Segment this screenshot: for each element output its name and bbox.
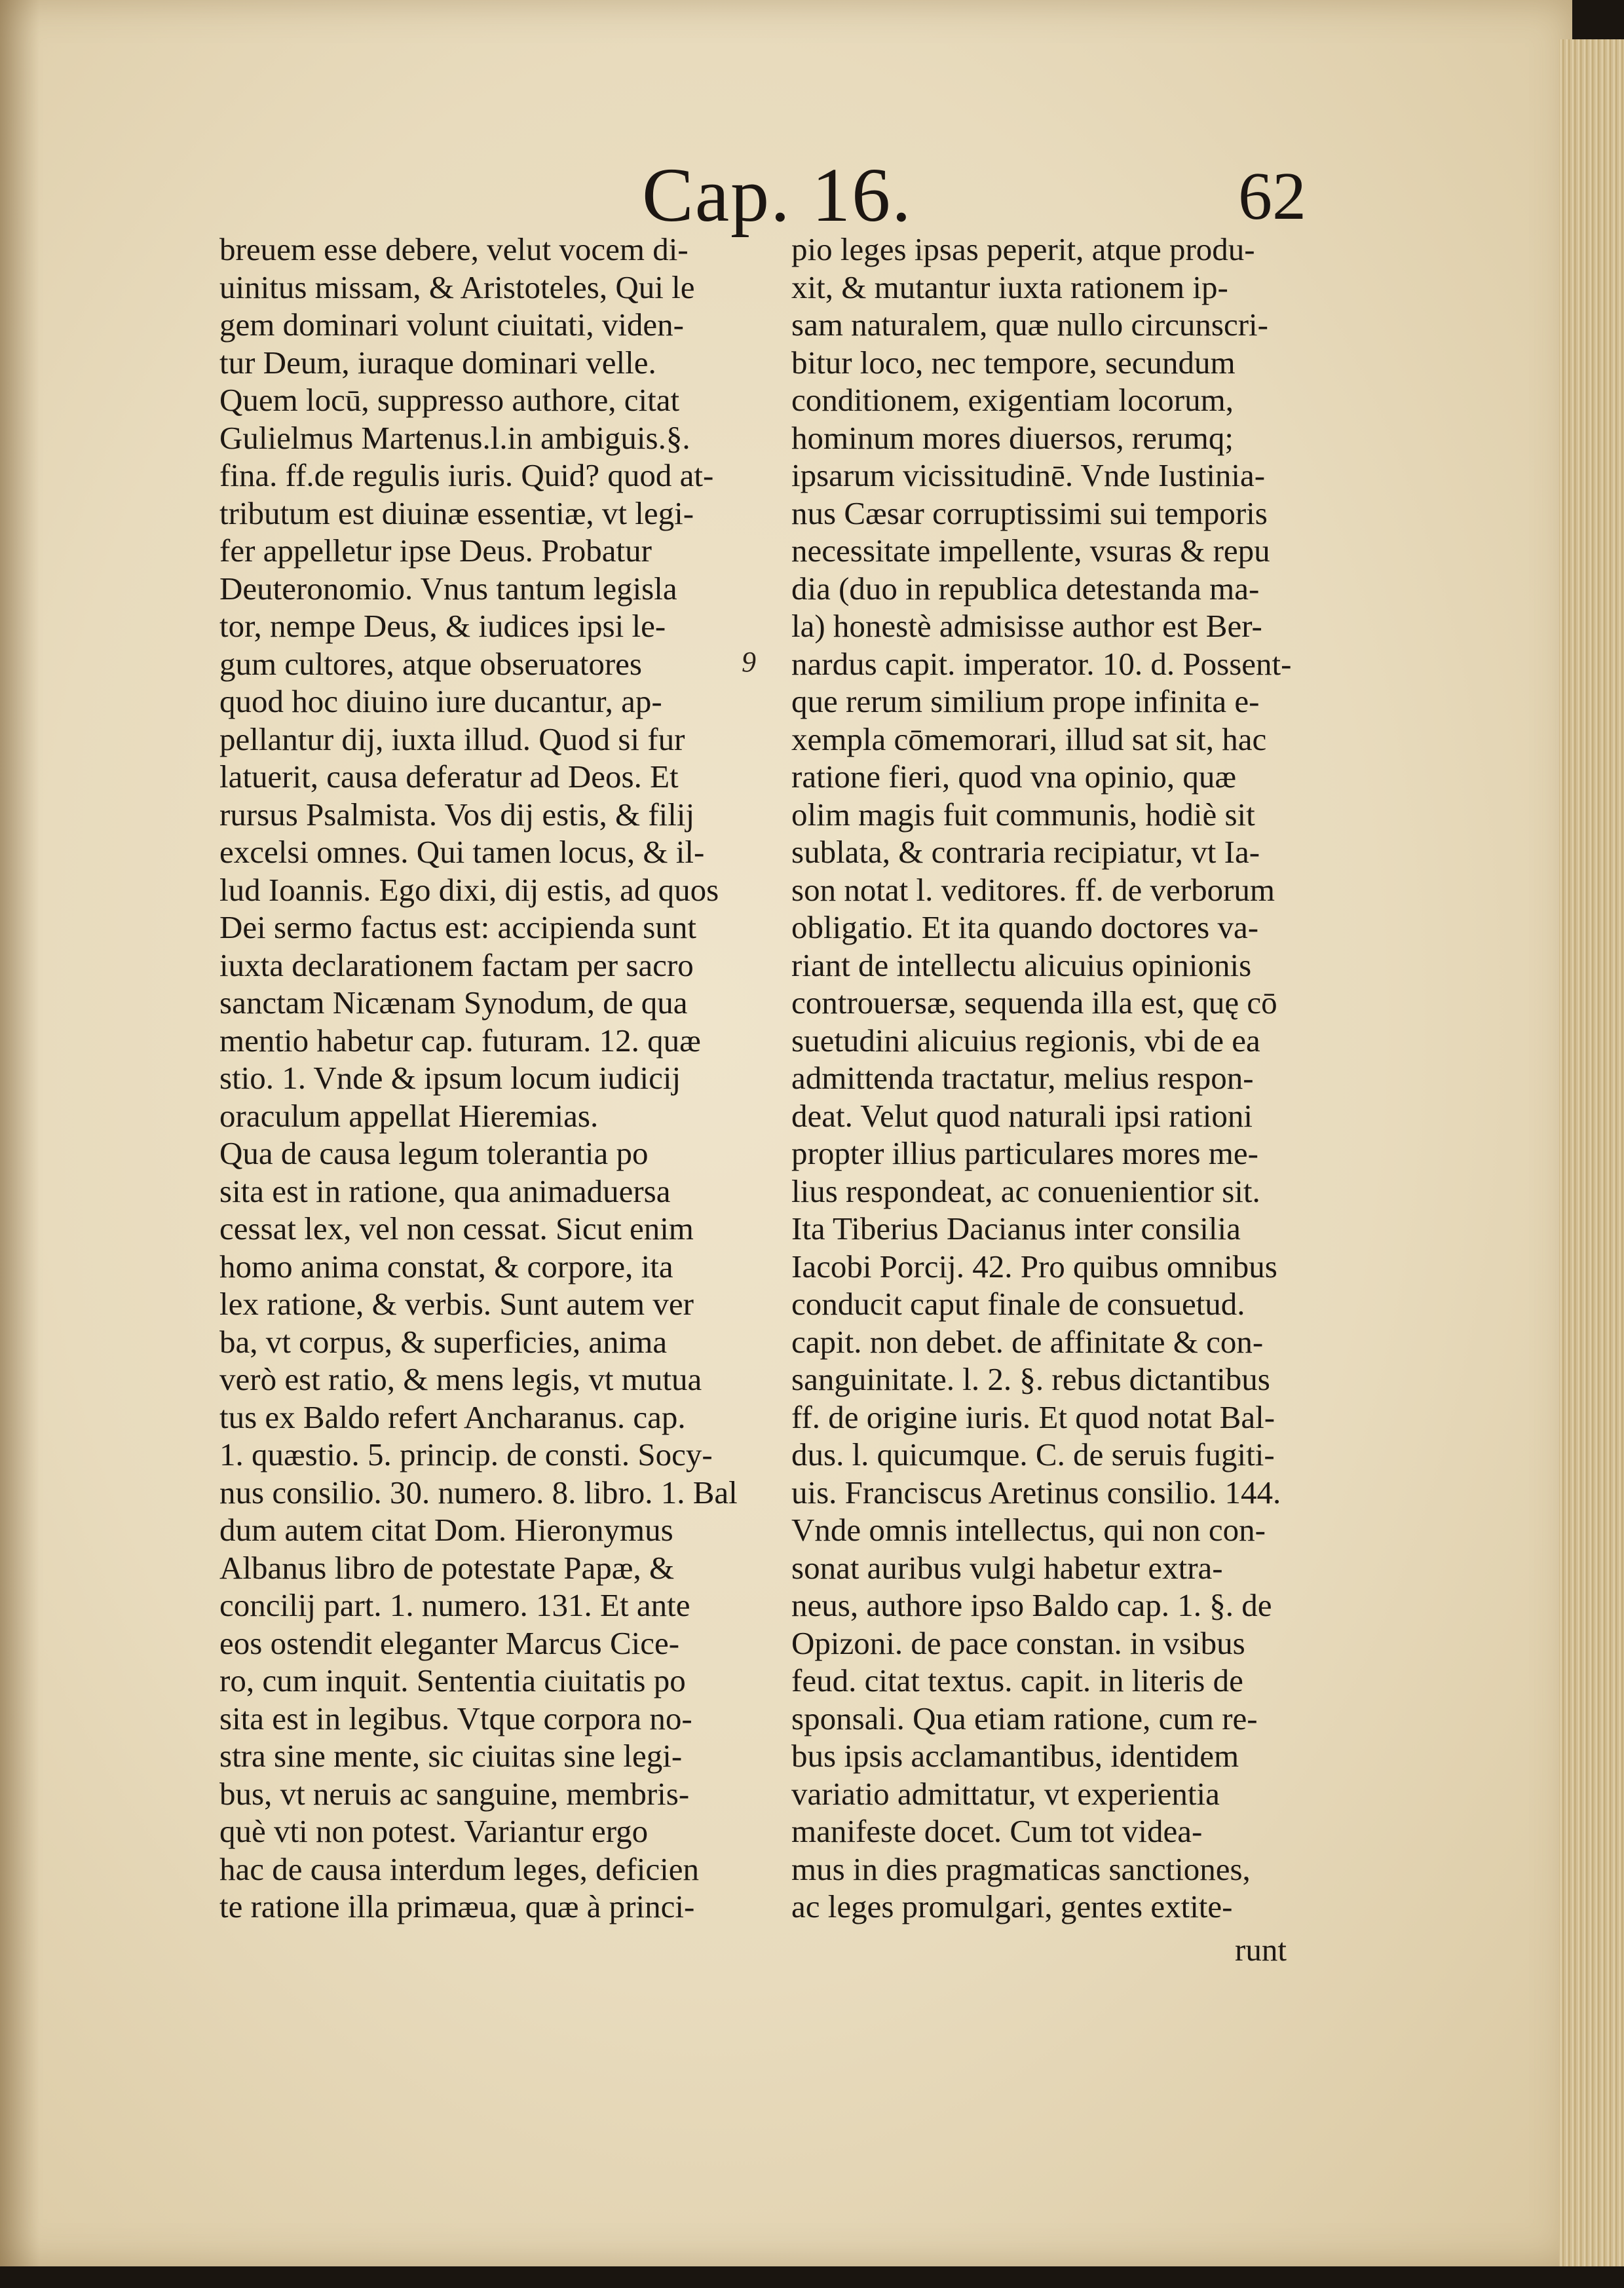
text-line: 1. quæstio. 5. princip. de consti. Socy-: [219, 1436, 713, 1472]
text-line: nardus capit. imperator. 10. d. Possent-: [791, 645, 1292, 682]
text-line: bus ipsis acclamantibus, identidem: [791, 1738, 1239, 1774]
text-line: cessat lex, vel non cessat. Sicut enim: [219, 1210, 694, 1247]
text-line: deat. Velut quod naturali ipsi rationi: [791, 1097, 1253, 1134]
text-line: sita est in legibus. Vtque corpora no-: [219, 1700, 692, 1736]
text-line: oraculum appellat Hieremias.: [219, 1097, 599, 1134]
text-line: lius respondeat, ac conuenientior sit.: [791, 1172, 1260, 1209]
text-line: ba, vt corpus, & superficies, anima: [219, 1323, 668, 1360]
text-line: xempla cōmemorari, illud sat sit, hac: [791, 721, 1267, 757]
text-line: capit. non debet. de affinitate & con-: [791, 1323, 1264, 1360]
text-line: la) honestè admisisse author est Ber-: [791, 608, 1262, 644]
text-line: necessitate impellente, vsuras & repu: [791, 533, 1270, 569]
text-line: concilij part. 1. numero. 131. Et ante: [219, 1587, 690, 1623]
catchword: runt: [1235, 1932, 1287, 1968]
text-line: dum autem citat Dom. Hieronymus: [219, 1512, 673, 1548]
text-line: pio leges ipsas peperit, atque produ-: [791, 231, 1255, 267]
text-line: Albanus libro de potestate Papæ, &: [219, 1549, 675, 1586]
text-line: hominum mores diuersos, rerumq;: [791, 419, 1234, 456]
text-line: son notat l. veditores. ff. de verborum: [791, 871, 1275, 908]
text-line: Quem locū, suppresso authore, citat: [219, 382, 680, 418]
text-line: sonat auribus vulgi habetur extra-: [791, 1549, 1223, 1586]
text-line: què vti non potest. Variantur ergo: [219, 1813, 649, 1849]
text-line: latuerit, causa deferatur ad Deos. Et: [219, 759, 679, 795]
page-number: 62: [1238, 159, 1306, 234]
text-line: conditionem, exigentiam locorum,: [791, 382, 1234, 418]
text-line: admittenda tractatur, melius respon-: [791, 1060, 1254, 1096]
text-line: suetudini alicuius regionis, vbi de ea: [791, 1022, 1260, 1059]
text-line: feud. citat textus. capit. in literis de: [791, 1662, 1243, 1698]
left-text-column: [219, 231, 757, 1926]
text-line: Deuteronomio. Vnus tantum legisla: [219, 570, 677, 607]
text-line: riant de intellectu alicuius opinionis: [791, 947, 1252, 983]
text-line: excelsi omnes. Qui tamen locus, & il-: [219, 834, 705, 870]
text-line: Iacobi Porcij. 42. Pro quibus omnibus: [791, 1248, 1277, 1285]
page-edges: [1559, 39, 1624, 2266]
text-line: bus, vt neruis ac sanguine, membris-: [219, 1775, 690, 1812]
text-line: sublata, & contraria recipiatur, vt Ia-: [791, 834, 1260, 870]
text-line: controuersæ, sequenda illa est, quę cō: [791, 985, 1277, 1021]
text-line: nus Cæsar corruptissimi sui temporis: [791, 495, 1268, 531]
text-line: obligatio. Et ita quando doctores va-: [791, 909, 1259, 945]
text-line: dia (duo in republica detestanda ma-: [791, 570, 1260, 607]
text-line: homo anima constat, & corpore, ita: [219, 1248, 673, 1285]
text-line: breuem esse debere, velut vocem di-: [219, 231, 689, 267]
text-line: ro, cum inquit. Sententia ciuitatis po: [219, 1662, 686, 1698]
text-line: tur Deum, iuraque dominari velle.: [219, 344, 656, 381]
text-line: eos ostendit eleganter Marcus Cice-: [219, 1624, 680, 1661]
text-line: lud Ioannis. Ego dixi, dij estis, ad quos: [219, 871, 719, 908]
text-line: mus in dies pragmaticas sanctiones,: [791, 1850, 1251, 1887]
text-line: Opizoni. de pace constan. in vsibus: [791, 1624, 1245, 1661]
text-line: stio. 1. Vnde & ipsum locum iudicij: [219, 1060, 681, 1096]
text-line: ff. de origine iuris. Et quod notat Bal-: [791, 1398, 1275, 1435]
text-line: verò est ratio, & mens legis, vt mutua: [219, 1361, 702, 1397]
text-line: que rerum similium prope infinita e-: [791, 683, 1260, 719]
text-line: neus, authore ipso Baldo cap. 1. §. de: [791, 1587, 1272, 1623]
text-line: Dei sermo factus est: accipienda sunt: [219, 909, 696, 945]
text-line: Vnde omnis intellectus, qui non con-: [791, 1512, 1266, 1548]
text-line: stra sine mente, sic ciuitas sine legi-: [219, 1738, 683, 1774]
text-line: conducit caput finale de consuetud.: [791, 1286, 1245, 1322]
text-line: pellantur dij, iuxta illud. Quod si fur: [219, 721, 685, 757]
text-line: Ita Tiberius Dacianus inter consilia: [791, 1210, 1241, 1247]
text-line: ipsarum vicissitudinē. Vnde Iustinia-: [791, 457, 1266, 493]
text-line: hac de causa interdum leges, deficien: [219, 1850, 699, 1887]
text-line: propter illius particulares mores me-: [791, 1135, 1258, 1171]
text-line: fer appelletur ipse Deus. Probatur: [219, 533, 652, 569]
text-line: iuxta declarationem factam per sacro: [219, 947, 694, 983]
chapter-heading: Cap. 16.: [642, 152, 913, 238]
text-line: bitur loco, nec tempore, secundum: [791, 344, 1236, 381]
text-line: sponsali. Qua etiam ratione, cum re-: [791, 1700, 1258, 1736]
text-line: gem dominari volunt ciuitati, viden-: [219, 307, 684, 343]
text-line: uinitus missam, & Aristoteles, Qui le: [219, 269, 695, 305]
text-line: tributum est diuinæ essentiæ, vt legi-: [219, 495, 694, 531]
text-line: rursus Psalmista. Vos dij estis, & filij: [219, 796, 695, 833]
text-line: sanctam Nicænam Synodum, de qua: [219, 985, 688, 1021]
text-line: lex ratione, & verbis. Sunt autem ver: [219, 1286, 694, 1322]
gutter-shadow: [0, 0, 39, 2266]
text-line: gum cultores, atque obseruatores: [219, 645, 642, 682]
text-line: manifeste docet. Cum tot videa-: [791, 1813, 1203, 1849]
text-line: dus. l. quicumque. C. de seruis fugiti-: [791, 1436, 1275, 1472]
text-line: fina. ff.de regulis iuris. Quid? quod at-: [219, 457, 714, 493]
text-line: Qua de causa legum tolerantia po: [219, 1135, 649, 1171]
text-line: variatio admittatur, vt experientia: [791, 1775, 1220, 1812]
text-line: uis. Franciscus Aretinus consilio. 144.: [791, 1474, 1281, 1510]
right-text-column: [791, 231, 1315, 1926]
text-line: tor, nempe Deus, & iudices ipsi le-: [219, 608, 666, 644]
text-line: sam naturalem, quæ nullo circunscri-: [791, 307, 1268, 343]
text-line: sita est in ratione, qua animaduersa: [219, 1172, 671, 1209]
text-line: xit, & mutantur iuxta rationem ip-: [791, 269, 1228, 305]
text-line: nus consilio. 30. numero. 8. libro. 1. Bal: [219, 1474, 738, 1510]
text-line: mentio habetur cap. futuram. 12. quæ: [219, 1022, 701, 1059]
text-line: te ratione illa primæua, quæ à princi-: [219, 1888, 695, 1924]
text-line: ac leges promulgari, gentes extite-: [791, 1888, 1233, 1924]
text-line: sanguinitate. l. 2. §. rebus dictantibus: [791, 1361, 1270, 1397]
text-line: Gulielmus Martenus.l.in ambiguis.§.: [219, 419, 690, 456]
text-line: olim magis fuit communis, hodiè sit: [791, 796, 1255, 833]
margin-note: 9: [742, 646, 756, 678]
text-line: ratione fieri, quod vna opinio, quæ: [791, 759, 1237, 795]
text-line: tus ex Baldo refert Ancharanus. cap.: [219, 1398, 686, 1435]
text-line: quod hoc diuino iure ducantur, ap-: [219, 683, 662, 719]
